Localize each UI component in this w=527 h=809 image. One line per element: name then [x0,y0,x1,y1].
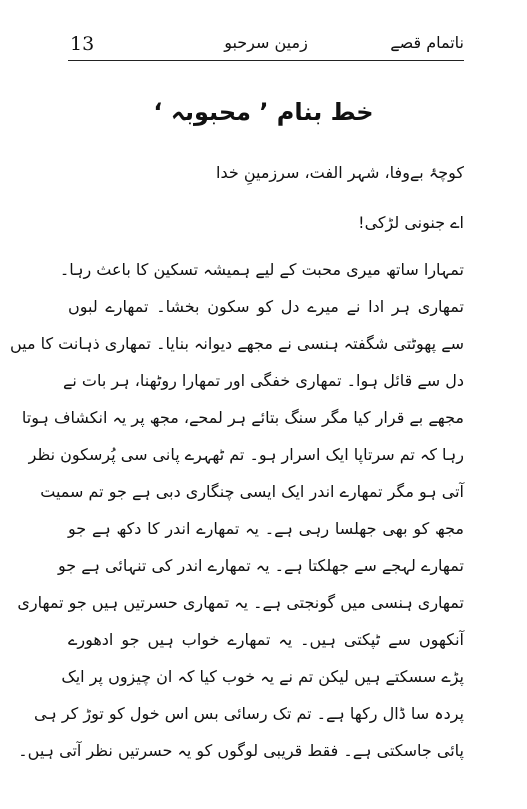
letter-salutation: اے جنونی لڑکی! [358,213,464,232]
body-line: پائی جاسکتی ہے۔ فقط قریبی لوگوں کو یہ حسرتیں نظر آتی ہیں۔ [18,741,464,760]
body-line: تمہارا ساتھ میری محبت کے لیے ہمیشہ تسکین کا باعث رہا۔ [59,260,464,279]
body-line: مجھ کو بھی جھلسا رہی ہے۔ یہ تمھارے اندر کا دکھ ہے جو [68,519,464,538]
body-line: تمھاری ہنسی میں گونجتی ہے۔ یہ تمھاری حسرتیں ہیں جو تمھاری [17,593,464,612]
body-line: دل سے قائل ہوا۔ تمھاری خفگی اور تمھارا روٹھنا، ہر بات نے [63,371,464,390]
body-line: آتی ہو مگر تمھارے اندر ایک ایسی چنگاری دبی ہے جو تم سمیت [40,482,464,501]
body-line: پڑے سسکتے ہیں لیکن تم نے یہ خوب کیا کہ ان چیزوں پر ایک [61,667,464,686]
body-line: مجھے بے قرار کیا مگر سنگ بتائے ہر لمحے، مجھ پر یہ انکشاف ہوتا [21,408,464,427]
body-line: آنکھوں سے ٹپکتی ہیں۔ یہ تمھارے خواب ہیں جو ادھورے [68,630,464,649]
letter-address: کوچۂ بےوفا، شہر الفت، سرزمینِ خدا [216,163,464,182]
running-section-title: زمین سرحبو [224,33,308,52]
running-book-title: ناتمام قصے [390,33,464,52]
letter-title: خط بنام ’ محبوبہ ‘ [153,98,374,126]
page-number: 13 [70,33,95,55]
body-line: پردہ سا ڈال رکھا ہے۔ تم تک رسائی بس اس خول کو توڑ کر ہی [34,704,464,723]
body-line: تمھارے لہجے سے جھلکتا ہے۔ یہ تمھارے اندر کی تنہائی ہے جو [57,556,464,575]
body-line: سے پھوٹتی شگفتہ ہنسی نے مجھے دیوانہ بنایا۔ تمھاری ذہانت کا میں [9,334,464,353]
body-line: تمھاری ہر ادا نے میرے دل کو سکون بخشا۔ تمھارے لبوں [68,297,464,316]
page-header [68,30,464,61]
body-line: رہا کہ تم سرتاپا ایک اسرار ہو۔ تم ٹھہرے پانی سی پُرسکون نظر [28,445,464,464]
